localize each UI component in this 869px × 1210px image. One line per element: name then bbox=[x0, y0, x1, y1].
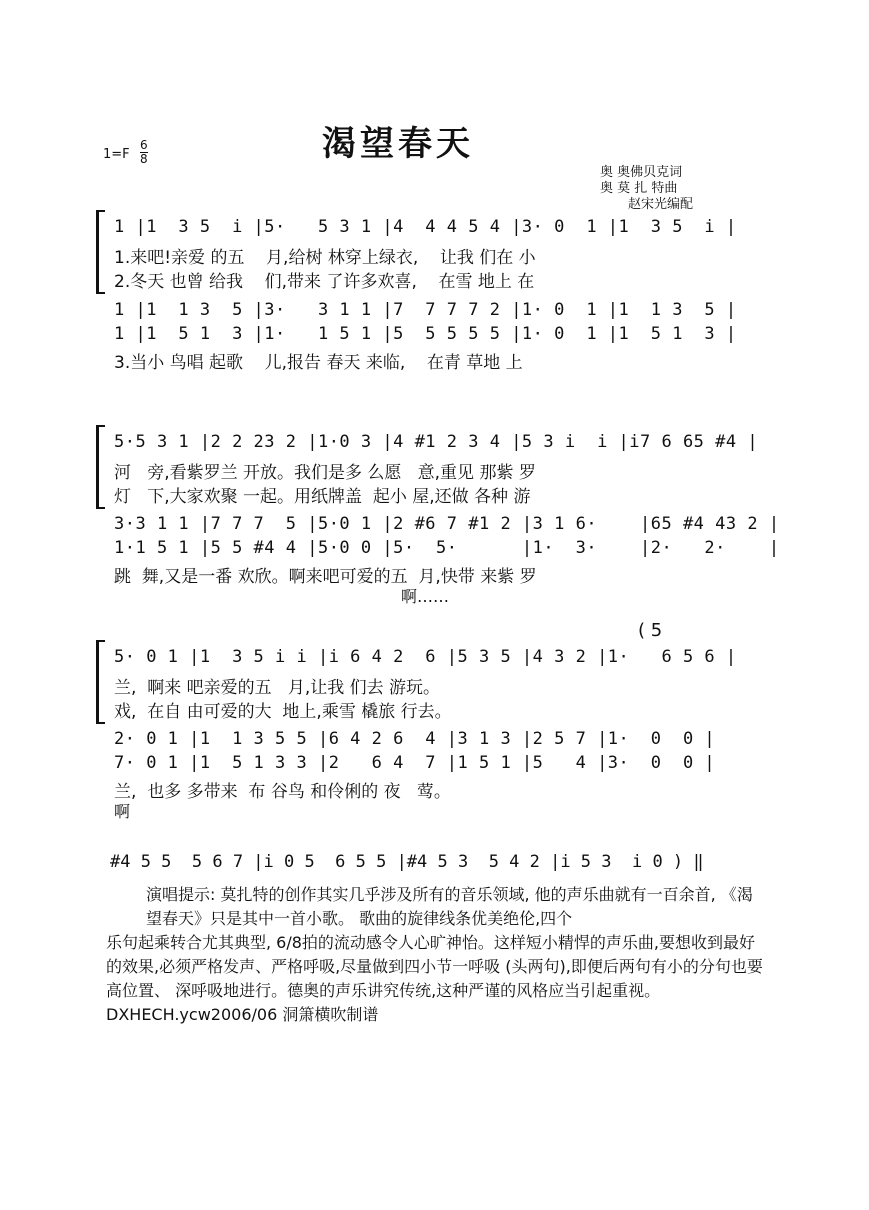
notation-line-lower: 1·1 5 1 |5 5 #4 4 |5·0 0 |5· 5· |1· 3· |2· 2· | bbox=[114, 538, 780, 558]
score-system-3 bbox=[96, 420, 759, 510]
score-system-4 bbox=[96, 510, 780, 606]
composer-credit: 奥 莫 扎 特曲 bbox=[600, 181, 678, 196]
notation-line-upper: 2· 0 1 |1 1 3 5 5 |6 4 2 6 4 |3 1 3 |2 5 7 |1· 0 0 | bbox=[114, 729, 716, 749]
lyric-line: 3.当小 鸟唱 起歌 儿,报告 春天 来临, 在青 草地 上 bbox=[114, 353, 523, 373]
system-brace bbox=[96, 425, 105, 509]
lyric-line: 兰, 啊来 吧亲爱的五 月,让我 们去 游玩。 bbox=[114, 678, 441, 698]
notation-line: 1 |1 3 5 i |5· 5 3 1 |4 4 4 5 4 |3· 0 1 |1 3 5 i | bbox=[114, 217, 737, 237]
notation-line-upper: 3·3 1 1 |7 7 7 5 |5·0 1 |2 #6 7 #1 2 |3 1 6· |65 #4 43 2 | bbox=[114, 514, 780, 534]
lyric-line: 跳 舞,又是一番 欢欣。啊来吧可爱的五 月,快带 来紫 罗 bbox=[114, 567, 537, 587]
notation-line: 5· 0 1 |1 3 5 i i |i 6 4 2 6 |5 3 5 |4 3 2 |1· 6 5 6 | bbox=[114, 647, 737, 667]
score-system-2 bbox=[96, 296, 756, 376]
arranger-credit: 赵宋光编配 bbox=[628, 197, 694, 212]
score-system-5 bbox=[96, 635, 756, 725]
lyric-line: 灯 下,大家欢聚 一起。用纸牌盖 起小 屋,还做 各种 游 bbox=[114, 487, 531, 507]
performance-notes-para-2: 乐句起乘转合尤其典型, 6/8拍的流动感令人心旷神怡。这样短小精悍的声乐曲,要想收到最好的效果,必须严格发声、严格呼吸,尽量做到四小节一呼吸 (头两句),即便后两句有小的分句也要高位置、 深呼吸地进行。德奥的声乐讲究传统,这种严谨的风格应当引起重视。 DXHECH.ycw2006/06 洞箫横吹制谱 bbox=[106, 933, 763, 1024]
page-title: 渴望春天 bbox=[322, 124, 474, 164]
final-notation-line: #4 5 5 5 6 7 |i 0 5 6 5 5 |#4 5 3 5 4 2 |i 5 3 i 0 ) ‖ bbox=[110, 852, 704, 872]
score-system-6 bbox=[96, 725, 756, 820]
notation-line-lower: 1 |1 5 1 3 |1· 1 5 1 |5 5 5 5 5 |1· 0 1 |1 5 1 3 | bbox=[114, 324, 737, 344]
notation-line-upper: 1 |1 1 3 5 |3· 3 1 1 |7 7 7 7 2 |1· 0 1 |1 1 3 5 | bbox=[114, 300, 737, 320]
time-signature-bottom: 8 bbox=[140, 152, 148, 166]
lyric-line: 1.来吧!亲爱 的五 月,给树 林穿上绿衣, 让我 们在 小 bbox=[114, 248, 536, 268]
lyricist-credit: 奥 奥佛贝克词 bbox=[600, 165, 683, 180]
notation-line-lower: 7· 0 1 |1 5 1 3 3 |2 6 4 7 |1 5 1 |5 4 |3· 0 0 | bbox=[114, 753, 716, 773]
intro-marker: ( 5 bbox=[638, 620, 663, 641]
key-signature: 1=F bbox=[103, 147, 130, 162]
lyric-line: 兰, 也多 多带来 布 谷鸟 和伶俐的 夜 莺。 bbox=[114, 782, 451, 802]
lyric-extra: 啊 bbox=[114, 802, 131, 821]
time-signature bbox=[140, 139, 148, 166]
notation-line: 5·5 3 1 |2 2 23 2 |1·0 3 |4 #1 2 3 4 |5 3 i i |i7 6 65 #4 | bbox=[114, 432, 759, 452]
performance-notes-para-1: 演唱提示: 莫扎特的创作其实几乎涉及所有的音乐领域, 他的声乐曲就有一百余首, 《渴望春天》只是其中一首小歌。 歌曲的旋律线条优美绝伦,四个 bbox=[146, 885, 753, 928]
system-brace bbox=[96, 210, 105, 294]
lyric-line: 戏, 在自 由可爱的大 地上,乘雪 橇旅 行去。 bbox=[114, 702, 452, 722]
lyric-extra: 啊…… bbox=[401, 587, 450, 606]
time-signature-top: 6 bbox=[140, 138, 148, 152]
lyric-line: 河 旁,看紫罗兰 开放。我们是多 么愿 意,重见 那紫 罗 bbox=[114, 463, 536, 483]
lyric-line: 2.冬天 也曾 给我 们,带来 了许多欢喜, 在雪 地上 在 bbox=[114, 272, 535, 292]
score-system-1 bbox=[96, 205, 756, 295]
performance-notes bbox=[106, 883, 766, 1027]
system-brace bbox=[96, 640, 105, 724]
